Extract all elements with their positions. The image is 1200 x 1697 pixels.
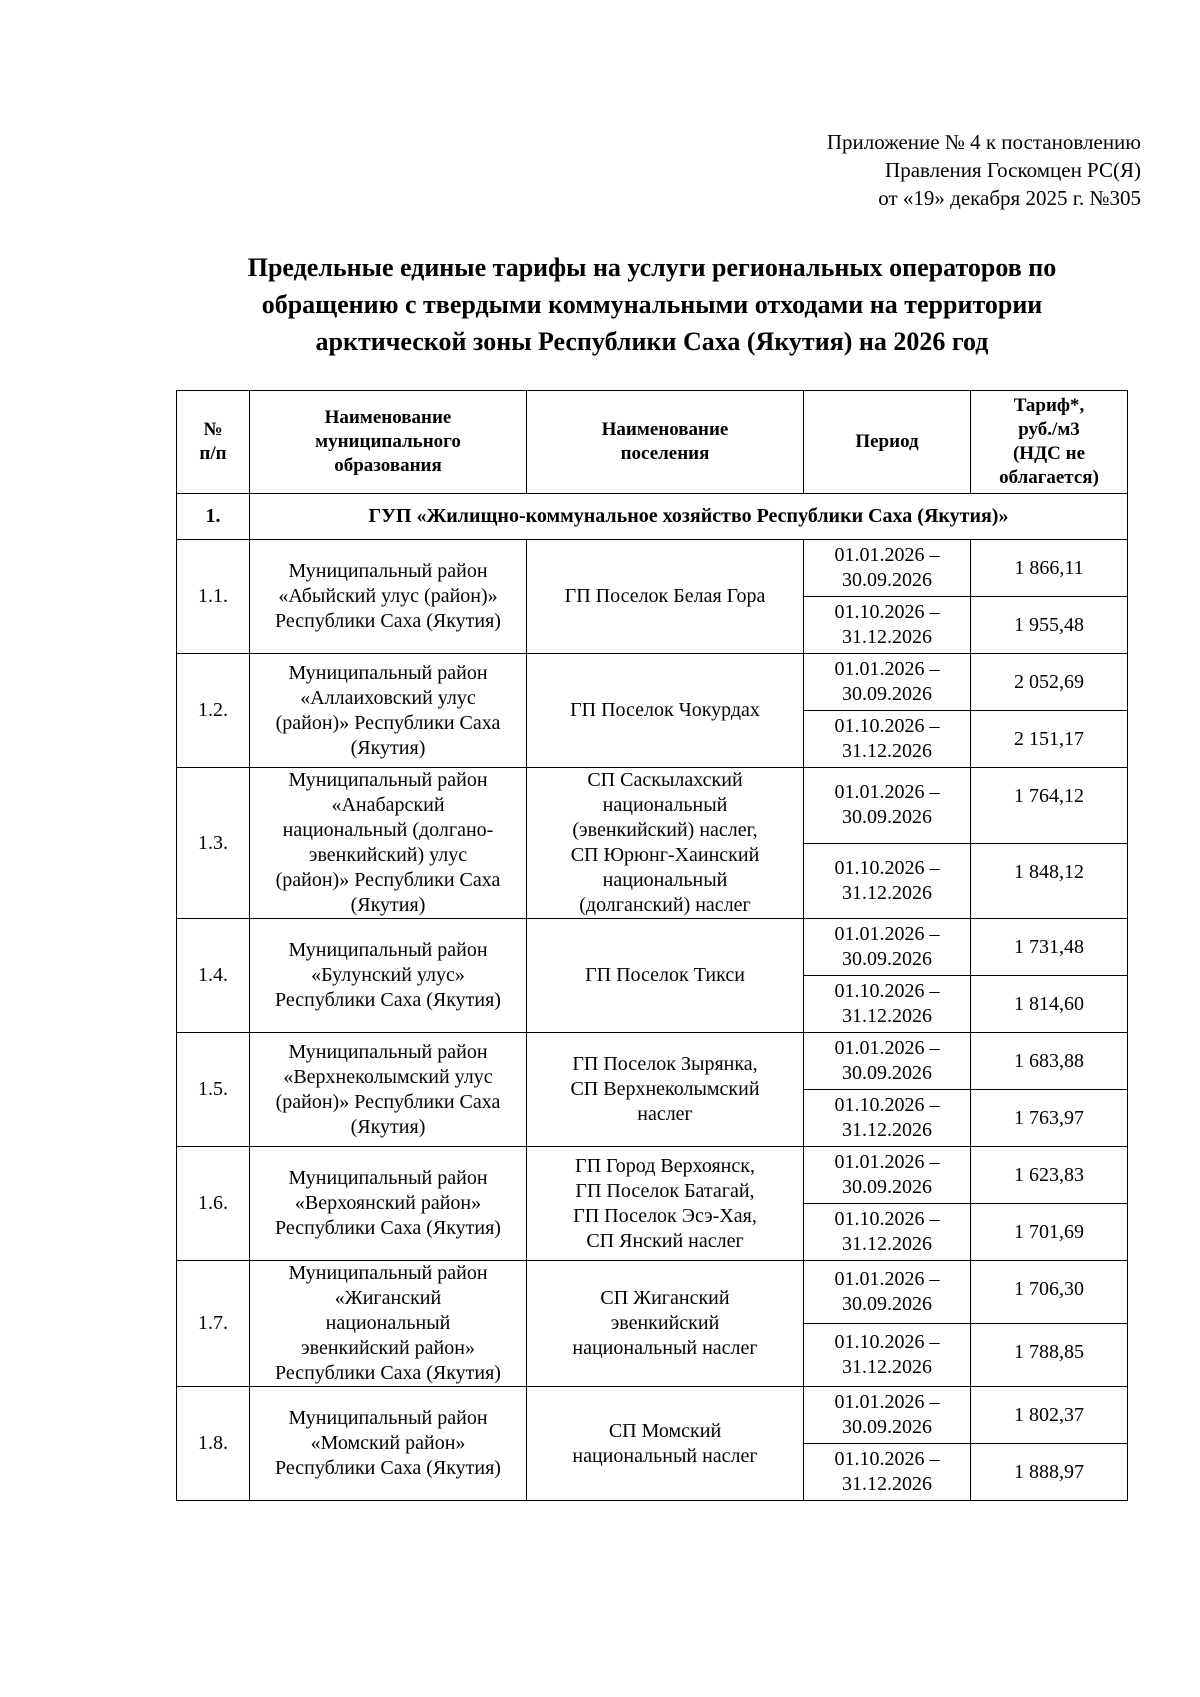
period-text: 01.10.2026 – [834, 1448, 940, 1470]
period-text: 31.12.2026 [842, 1356, 932, 1378]
municipality-text: «Момский район» [310, 1432, 466, 1454]
row-num: 1.6. [177, 1147, 250, 1261]
row-num: 1.3. [177, 768, 250, 919]
settlement-text: СП Жиганский [600, 1287, 730, 1309]
period-text: 30.09.2026 [842, 1062, 932, 1084]
header-text: муниципального [315, 431, 461, 452]
settlement-text: национальный наслег [572, 1444, 758, 1467]
period-text: 01.10.2026 – [834, 1208, 940, 1230]
header-text: поселения [620, 443, 710, 464]
period-text: 01.01.2026 – [834, 658, 940, 680]
municipality-text: национальный (долгано- [282, 819, 494, 841]
appendix-line: Правления Госкомцен РС(Я) [885, 158, 1141, 182]
municipality-text: Республики Саха (Якутия) [275, 989, 501, 1011]
municipality-text: эвенкийский район» [301, 1337, 475, 1359]
municipality-text: Муниципальный район [288, 1407, 488, 1429]
period-text: 30.09.2026 [842, 948, 932, 970]
municipality-text: Муниципальный район [288, 1167, 488, 1189]
header-tariff [971, 391, 1128, 494]
municipality-text: «Абыйский улус (район)» [278, 585, 498, 607]
municipality-text: Республики Саха (Якутия) [275, 1457, 501, 1479]
municipality-text: (Якутия) [350, 894, 426, 916]
tariff-value: 1 706,30 [971, 1261, 1128, 1324]
appendix-line: от «19» декабря 2025 г. №305 [878, 186, 1141, 210]
table-row [177, 1033, 1128, 1090]
title-line: обращению с твердыми коммунальными отходами на территории [261, 290, 1043, 319]
settlement-text: СП Момский [608, 1419, 722, 1442]
settlement-text: ГП Поселок Тикси [585, 964, 745, 986]
settlement-cell [527, 540, 804, 654]
municipality-text: Республики Саха (Якутия) [275, 1362, 501, 1384]
header-text: № [203, 419, 223, 440]
municipality-text: (район)» Республики Саха [275, 1090, 501, 1113]
period-cell [804, 597, 971, 654]
table-row [177, 1387, 1128, 1444]
municipality-cell [250, 768, 527, 919]
settlement-text: СП Саскылахский [587, 769, 743, 791]
tariff-value: 1 955,48 [971, 597, 1128, 654]
settlement-cell [527, 654, 804, 768]
title-line: Предельные единые тарифы на услуги региональных операторов по [247, 253, 1057, 282]
row-num: 1.1. [177, 540, 250, 654]
period-cell [804, 1324, 971, 1387]
tariff-value: 2 151,17 [971, 711, 1128, 768]
header-text: Период [855, 431, 919, 452]
header-text: п/п [199, 443, 227, 464]
municipality-text: «Верхоянский район» [294, 1192, 482, 1214]
municipality-text: (Якутия) [350, 1115, 426, 1138]
settlement-text: национальный [602, 869, 728, 891]
municipality-text: Муниципальный район [288, 1040, 488, 1063]
settlement-text: ГП Поселок Зырянка, [572, 1053, 758, 1075]
settlement-text: эвенкийский [610, 1312, 720, 1334]
municipality-text: «Булунский улус» [311, 964, 465, 986]
municipality-text: Республики Саха (Якутия) [275, 610, 501, 632]
municipality-cell [250, 1147, 527, 1261]
header-period [804, 391, 971, 494]
municipality-text: «Жиганский [334, 1287, 442, 1309]
header-text: облагается) [999, 467, 1099, 488]
settlement-text: СП Юрюнг-Хаинский [570, 844, 760, 866]
municipality-text: Муниципальный район [288, 560, 488, 582]
document-title [176, 249, 1128, 360]
municipality-cell [250, 654, 527, 768]
period-text: 01.01.2026 – [834, 1391, 940, 1413]
period-text: 01.10.2026 – [834, 601, 940, 623]
period-text: 31.12.2026 [842, 740, 932, 762]
period-text: 31.12.2026 [842, 1119, 932, 1141]
period-cell [804, 1444, 971, 1501]
municipality-text: Муниципальный район [288, 769, 488, 791]
settlement-text: (долганский) наслег [579, 894, 751, 916]
municipality-text: «Аллаиховский улус [300, 686, 476, 709]
period-text: 31.12.2026 [842, 626, 932, 648]
period-cell [804, 540, 971, 597]
settlement-cell [527, 1147, 804, 1261]
municipality-cell [250, 1387, 527, 1501]
header-text: Тариф*, [1013, 395, 1085, 416]
period-cell [804, 711, 971, 768]
municipality-text: «Анабарский [331, 794, 445, 816]
settlement-text: наслег [637, 1103, 693, 1125]
tariff-value: 1 802,37 [971, 1387, 1128, 1444]
period-text: 01.01.2026 – [834, 544, 940, 566]
municipality-text: (район)» Республики Саха [275, 869, 501, 891]
period-cell [804, 1033, 971, 1090]
settlement-cell [527, 919, 804, 1033]
period-text: 30.09.2026 [842, 1176, 932, 1198]
settlement-text: национальный [602, 794, 728, 816]
header-municipality [250, 391, 527, 494]
period-text: 31.12.2026 [842, 1233, 932, 1255]
settlement-text: СП Янский наслег [586, 1229, 744, 1252]
tariff-value: 1 788,85 [971, 1324, 1128, 1387]
municipality-text: национальный [325, 1312, 451, 1334]
table-row [177, 1261, 1128, 1324]
tariff-value: 1 623,83 [971, 1147, 1128, 1204]
settlement-text: СП Верхнеколымский [570, 1078, 760, 1100]
period-text: 01.10.2026 – [834, 1094, 940, 1116]
header-num [177, 391, 250, 494]
table-header-row [177, 391, 1128, 494]
table-row [177, 540, 1128, 597]
row-num: 1.2. [177, 654, 250, 768]
period-cell [804, 1387, 971, 1444]
row-num: 1.7. [177, 1261, 250, 1387]
period-cell [804, 843, 971, 919]
tariff-value: 2 052,69 [971, 654, 1128, 711]
period-text: 31.12.2026 [842, 881, 932, 904]
period-cell [804, 919, 971, 976]
period-text: 01.01.2026 – [834, 923, 940, 945]
tariff-value: 1 701,69 [971, 1204, 1128, 1261]
table-row [177, 1147, 1128, 1204]
municipality-cell [250, 1033, 527, 1147]
row-num: 1.5. [177, 1033, 250, 1147]
tariff-value: 1 814,60 [971, 976, 1128, 1033]
period-text: 30.09.2026 [842, 683, 932, 705]
tariff-value: 1 731,48 [971, 919, 1128, 976]
tariff-value: 1 866,11 [971, 540, 1128, 597]
header-text: образования [334, 455, 442, 476]
title-line: арктической зоны Республики Саха (Якутия) на 2026 год [315, 327, 989, 356]
municipality-text: (район)» Республики Саха [275, 711, 501, 734]
header-text: (НДС не [1012, 443, 1086, 464]
tariff-value: 1 683,88 [971, 1033, 1128, 1090]
period-text: 01.10.2026 – [834, 856, 940, 879]
period-text: 31.12.2026 [842, 1473, 932, 1495]
period-text: 01.01.2026 – [834, 1268, 940, 1290]
organization-row [177, 494, 1128, 540]
settlement-text: ГП Поселок Батагай, [575, 1179, 755, 1202]
municipality-text: Муниципальный район [288, 661, 488, 684]
period-text: 01.10.2026 – [834, 1331, 940, 1353]
period-text: 30.09.2026 [842, 1293, 932, 1315]
period-cell [804, 1204, 971, 1261]
period-text: 01.10.2026 – [834, 980, 940, 1002]
table-row [177, 919, 1128, 976]
settlement-text: (эвенкийский) наслег, [572, 819, 758, 841]
municipality-text: эвенкийский) улус [308, 844, 468, 866]
header-text: Наименование [601, 419, 729, 440]
period-text: 30.09.2026 [842, 569, 932, 591]
municipality-text: Муниципальный район [288, 1262, 488, 1284]
municipality-cell [250, 1261, 527, 1387]
municipality-text: «Верхнеколымский улус [283, 1065, 493, 1088]
appendix-reference [541, 128, 1141, 212]
tariff-value: 1 764,12 [971, 768, 1128, 844]
period-text: 01.10.2026 – [834, 715, 940, 737]
municipality-text: Муниципальный район [288, 939, 488, 961]
settlement-text: ГП Город Верхоянск, [575, 1154, 755, 1177]
period-text: 01.01.2026 – [834, 781, 940, 804]
period-text: 01.01.2026 – [834, 1037, 940, 1059]
table-row [177, 654, 1128, 711]
row-num: 1.4. [177, 919, 250, 1033]
tariff-value: 1 888,97 [971, 1444, 1128, 1501]
settlement-text: ГП Поселок Эсэ-Хая, [573, 1204, 757, 1227]
municipality-cell [250, 919, 527, 1033]
table-body [177, 494, 1128, 1501]
period-text: 31.12.2026 [842, 1005, 932, 1027]
row-num: 1.8. [177, 1387, 250, 1501]
settlement-text: национальный наслег [572, 1337, 758, 1359]
settlement-cell [527, 1387, 804, 1501]
municipality-text: Республики Саха (Якутия) [275, 1217, 501, 1239]
header-text: Наименование [324, 407, 452, 428]
header-text: руб./м3 [1018, 419, 1080, 440]
period-cell [804, 654, 971, 711]
tariff-value: 1 763,97 [971, 1090, 1128, 1147]
period-cell [804, 976, 971, 1033]
appendix-line: Приложение № 4 к постановлению [826, 130, 1141, 154]
settlement-text: ГП Поселок Чокурдах [570, 699, 760, 721]
settlement-cell [527, 768, 804, 919]
tariff-value: 1 848,12 [971, 843, 1128, 919]
period-cell [804, 768, 971, 844]
municipality-cell [250, 540, 527, 654]
organization-num: 1. [177, 494, 250, 540]
period-text: 01.01.2026 – [834, 1151, 940, 1173]
settlement-text: ГП Поселок Белая Гора [564, 585, 766, 607]
period-cell [804, 1090, 971, 1147]
table-row [177, 768, 1128, 844]
tariff-table [176, 390, 1128, 1501]
period-cell [804, 1147, 971, 1204]
organization-name: ГУП «Жилищно-коммунальное хозяйство Республики Саха (Якутия)» [250, 494, 1128, 540]
period-text: 30.09.2026 [842, 1416, 932, 1438]
period-text: 30.09.2026 [842, 806, 932, 829]
period-cell [804, 1261, 971, 1324]
header-settlement [527, 391, 804, 494]
settlement-cell [527, 1033, 804, 1147]
municipality-text: (Якутия) [350, 736, 426, 759]
settlement-cell [527, 1261, 804, 1387]
